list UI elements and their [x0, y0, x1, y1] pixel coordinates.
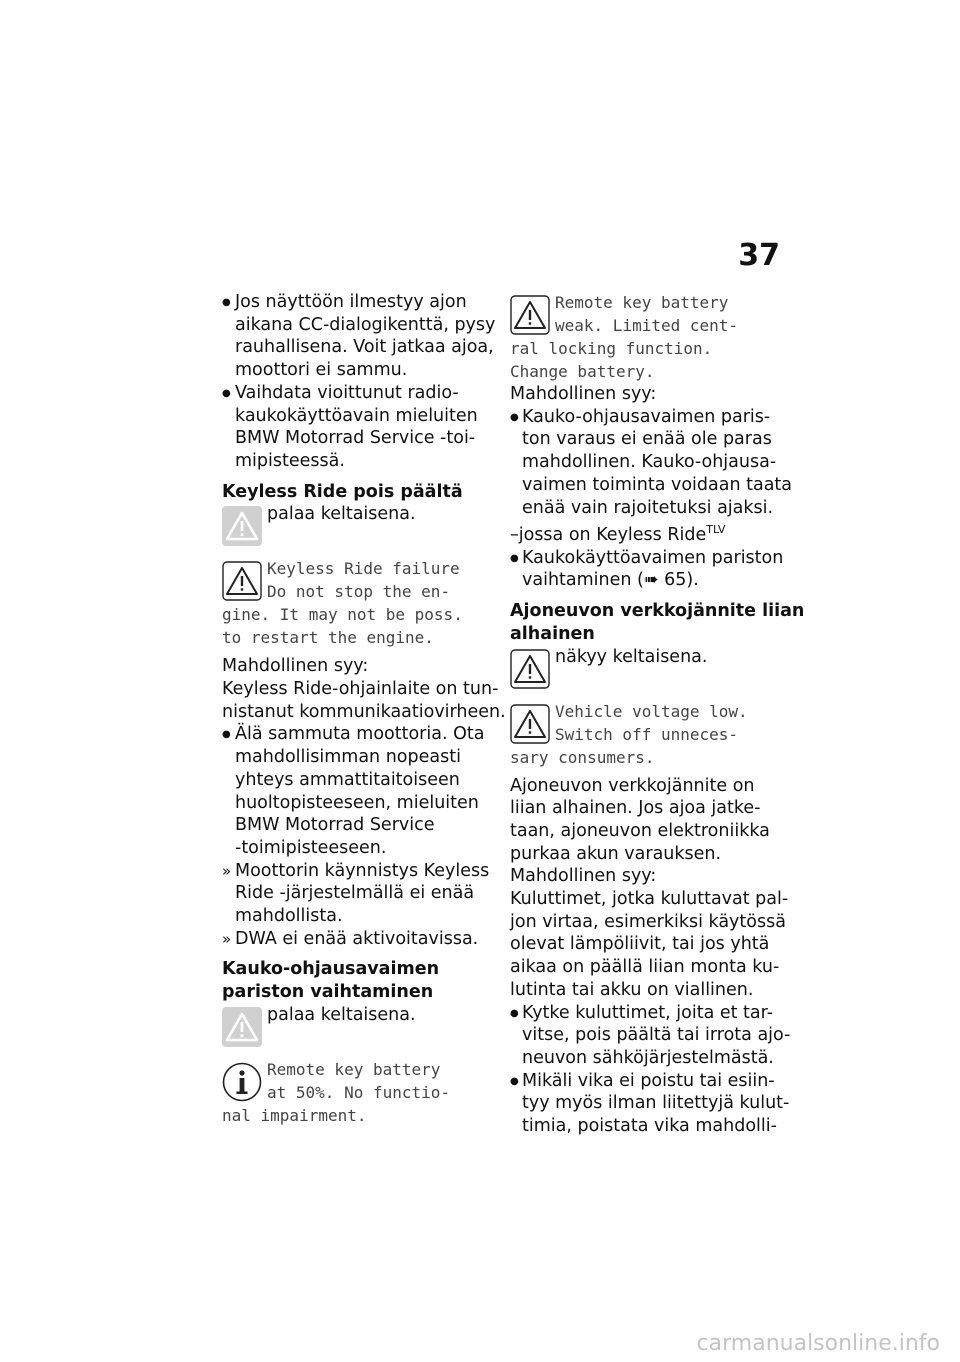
- cause-label: Mahdollinen syy:: [510, 866, 657, 887]
- display-message: Vehicle voltage low. Switch off unneces- sary consumers.: [510, 701, 748, 767]
- bullet-item: ● Vaihdata vioittunut radio- kaukokäyttöavain mieluiten BMW Motorrad Service -toi- mipisteessä.: [222, 382, 492, 473]
- model-note: –jossa on Keyless Ride$^{TLV}$: [510, 523, 726, 546]
- left-column: ● Jos näyttöön ilmestyy ajon aikana CC-dialogikenttä, pysy rauhallisena. Voit jatkaa ajoa, moottori ei sammu. ● Vaihdata vioittunut radio- kaukokäyttöavain mieluiten BMW Motorrad Service -toi- mipisteessä. Keyless Ride pois päältä palaa keltaisena. Keyless Ride failure Do not stop the en- gine. It may not be poss. to restart the engine. Mahdollinen syy: Keyless Ride-ohjainlaite on tun- nistanut kommunikaatiovirheen. ● Älä sammuta moottoria. Ota mahdollisimman nopeasti yhteys ammattitaitoiseen huoltopisteeseen, mieluiten BMW Motorrad Service -toimipisteeseen. » Moottorin käynnistys Keyless Ride -järjestelmällä ei enää mahdollista. » DWA ei enää aktivoitavissa. Kauko-ohjausavaimen pariston vaihtaminen palaa keltaisena. Remote key battery at 50%. No functio- nal impairment.: [222, 291, 492, 1127]
- warning-lamp-row: palaa keltaisena.: [222, 503, 492, 549]
- bullet-item: ● Kaukokäyttöavaimen pariston vaihtaminen (➠ 65).: [510, 547, 780, 592]
- warning-triangle-icon: [222, 561, 262, 601]
- warning-triangle-icon: [510, 295, 550, 335]
- warning-lamp-icon: [222, 1007, 262, 1047]
- bullet-item: ● Kauko-ohjausavaimen paris- ton varaus ei enää ole paras mahdollinen. Kauko-ohjausa- vaimen toiminta voidaan taata enää vain rajoitetuksi ajaksi.: [510, 406, 780, 520]
- bullet-item: ● Kytke kuluttimet, joita et tar- vitse, pois päältä tai irrota ajo- neuvon sähköjärjestelmästä.: [510, 1002, 780, 1070]
- cause-label: Mahdollinen syy:: [510, 384, 657, 404]
- page-reference-icon: ➠: [643, 570, 659, 591]
- warning-lamp-icon: [222, 506, 262, 546]
- warning-lamp-row: palaa keltaisena.: [222, 1004, 492, 1050]
- watermark-link[interactable]: carmanualsonline.info: [696, 1331, 940, 1356]
- paragraph: Ajoneuvon verkkojännite on liian alhainen. Jos ajoa jatke- taan, ajoneuvon elektroniikka purkaa akun varauksen.: [510, 775, 770, 864]
- section-heading: Kauko-ohjausavaimen pariston vaihtaminen: [222, 959, 440, 1003]
- display-message: Remote key battery weak. Limited cent- ral locking function. Change battery.: [510, 293, 739, 381]
- result-item: » DWA ei enää aktivoitavissa.: [222, 928, 492, 951]
- page-number: 37: [738, 238, 780, 273]
- right-column: [510, 291, 805, 1138]
- result-item: » Moottorin käynnistys Keyless Ride -järjestelmällä ei enää mahdollista.: [222, 860, 492, 928]
- bullet-item: ● Mikäli vika ei poistu tai esiin- tyy myös ilman liitettyjä kulut- timia, poistata vika mahdolli-: [510, 1070, 780, 1138]
- section-heading: Ajoneuvon verkkojännite liian alhainen: [510, 601, 805, 644]
- paragraph: Kuluttimet, jotka kuluttavat pal- jon virtaa, esimerkiksi käytössä olevat lämpöliivit, tai jos yhtä aikaa on päällä liian monta ku- lutinta tai akku on viallinen.: [510, 889, 789, 1000]
- display-message: Keyless Ride failure Do not stop the en- gine. It may not be poss. to restart the engine.: [222, 559, 463, 648]
- display-message: Remote key battery at 50%. No functio- nal impairment.: [222, 1059, 451, 1125]
- warning-triangle-icon: [510, 649, 550, 689]
- info-icon: [222, 1062, 262, 1102]
- bullet-item: ● Älä sammuta moottoria. Ota mahdollisimman nopeasti yhteys ammattitaitoiseen huoltopisteeseen, mieluiten BMW Motorrad Service -toimipisteeseen.: [222, 723, 492, 859]
- cause-label: Mahdollinen syy:: [222, 656, 369, 677]
- section-heading: Keyless Ride pois päältä: [222, 481, 463, 502]
- warning-lamp-row: näkyy keltaisena.: [510, 646, 780, 692]
- warning-triangle-icon: [510, 704, 550, 744]
- bullet-item: ● Jos näyttöön ilmestyy ajon aikana CC-dialogikenttä, pysy rauhallisena. Voit jatkaa ajoa, moottori ei sammu.: [222, 291, 492, 382]
